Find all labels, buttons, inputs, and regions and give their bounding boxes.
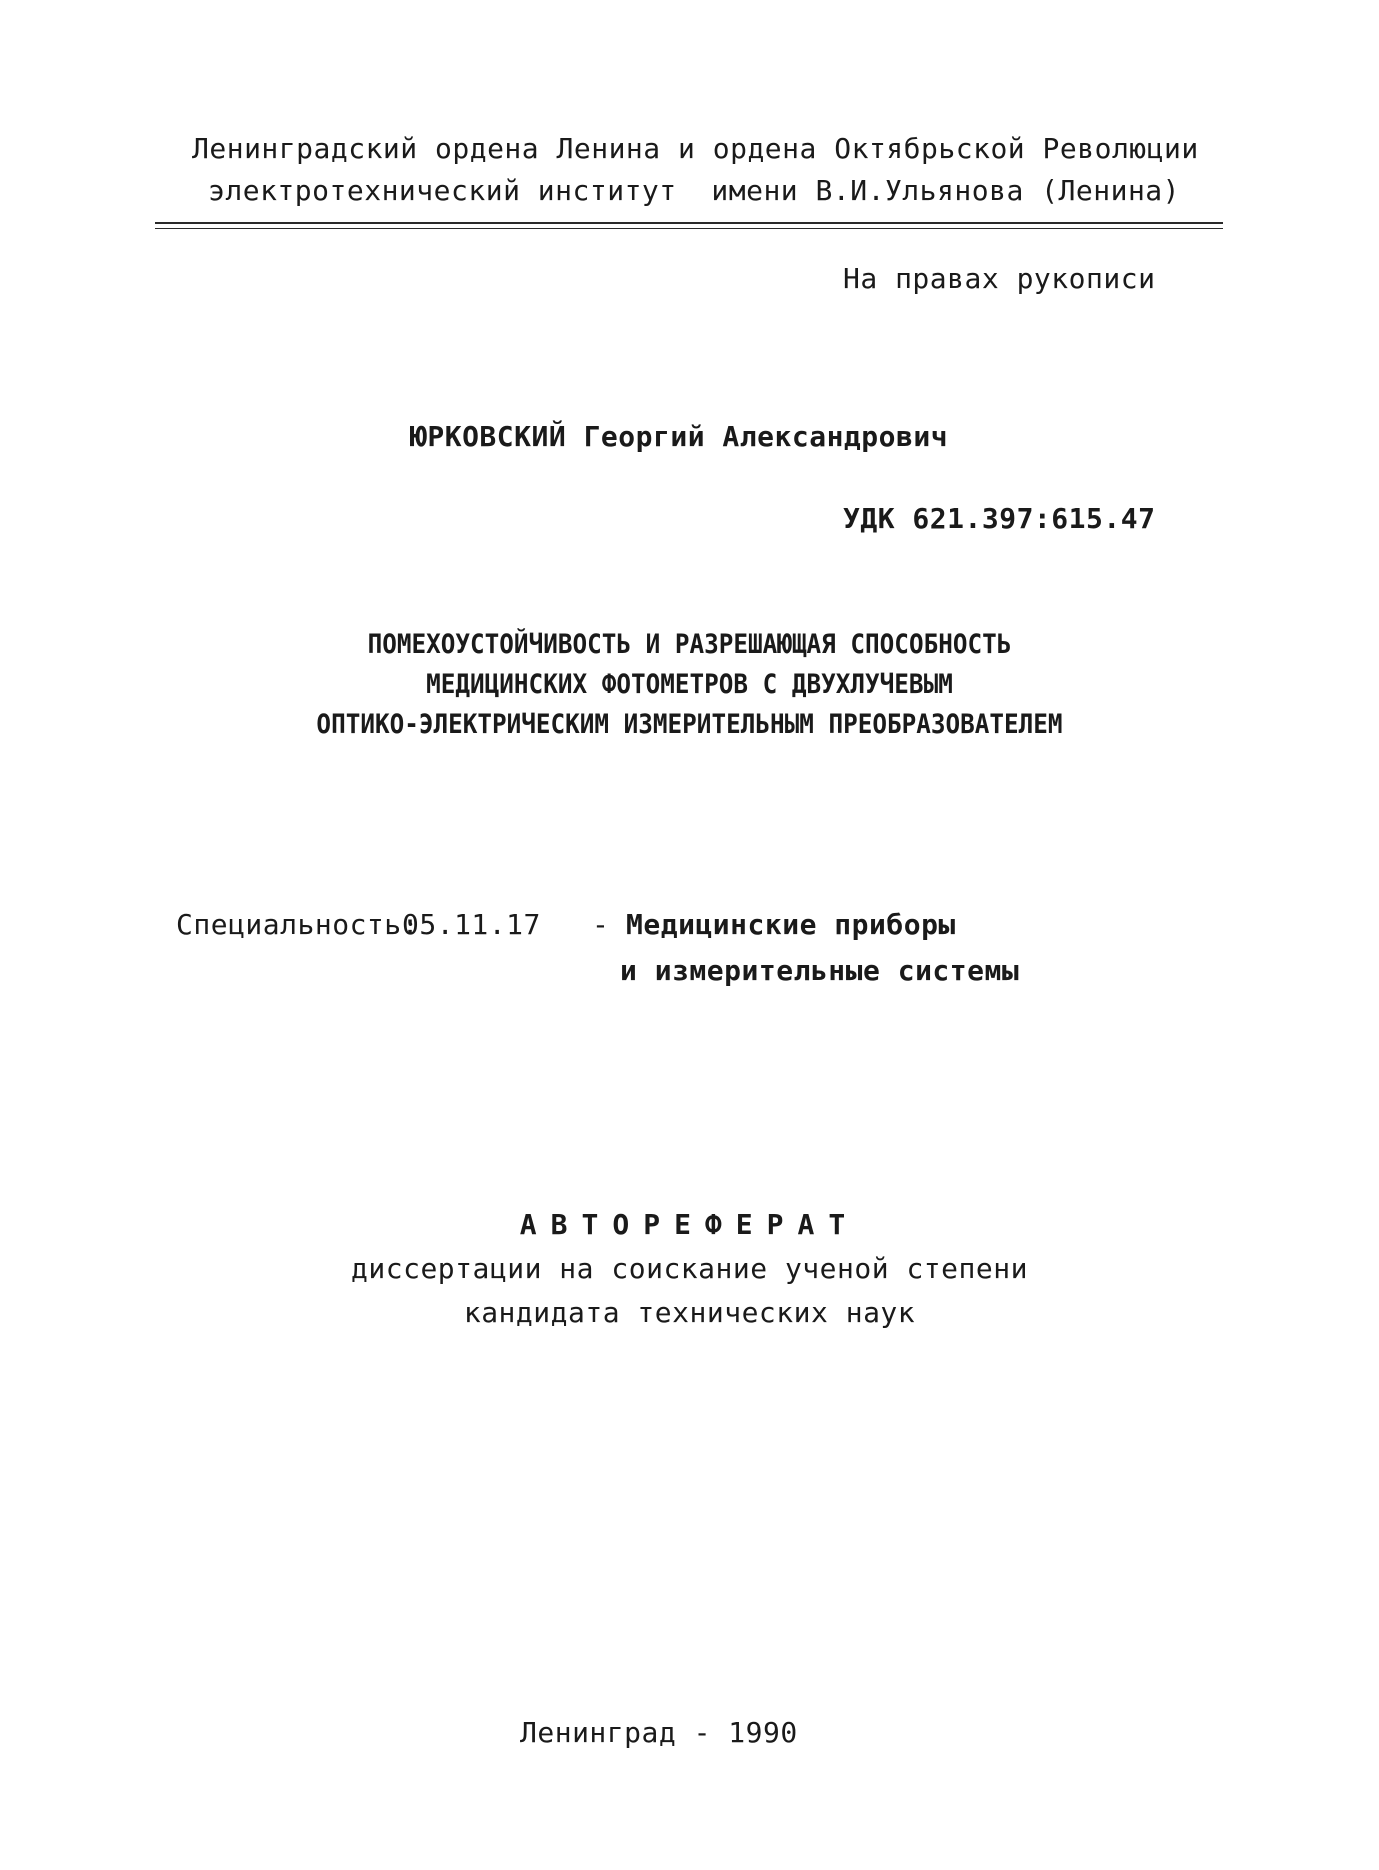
abstract-line-1: диссертации на соискание ученой степени [351, 1252, 1028, 1285]
specialty-dash: - [592, 908, 610, 941]
institution-line-1: Ленинградский ордена Ленина и ордена Октябрьской Революции [192, 132, 1199, 165]
manuscript-note: На правах рукописи [843, 262, 1156, 295]
abstract-line-2: кандидата технических наук [463, 1296, 916, 1329]
place-and-year: Ленинград - 1990 [520, 1716, 798, 1749]
thesis-title-line-3: ОПТИКО-ЭЛЕКТРИЧЕСКИМ ИЗМЕРИТЕЛЬНЫМ ПРЕОБРАЗОВАТЕЛЕМ [316, 709, 1063, 740]
institution-line-2: электротехнический институт имени В.И.Ульянова (Ленина) [208, 174, 1181, 207]
specialty-label: Специальность: [176, 908, 420, 941]
author-name: ЮРКОВСКИЙ Георгий Александрович [410, 420, 949, 453]
header-divider-bottom [155, 228, 1223, 229]
specialty-name-line-1: Медицинские приборы [626, 908, 956, 941]
header-divider-top [155, 222, 1223, 224]
thesis-title-line-1: ПОМЕХОУСТОЙЧИВОСТЬ И РАЗРЕШАЮЩАЯ СПОСОБНОСТЬ [367, 629, 1012, 660]
specialty-code: 05.11.17 [402, 908, 541, 941]
abstract-heading: АВТОРЕФЕРАТ [519, 1208, 860, 1241]
udc-code: УДК 621.397:615.47 [843, 502, 1156, 535]
thesis-title-line-2: МЕДИЦИНСКИХ ФОТОМЕТРОВ С ДВУХЛУЧЕВЫМ [426, 669, 953, 700]
specialty-name-line-2: и измерительные системы [620, 954, 1020, 987]
